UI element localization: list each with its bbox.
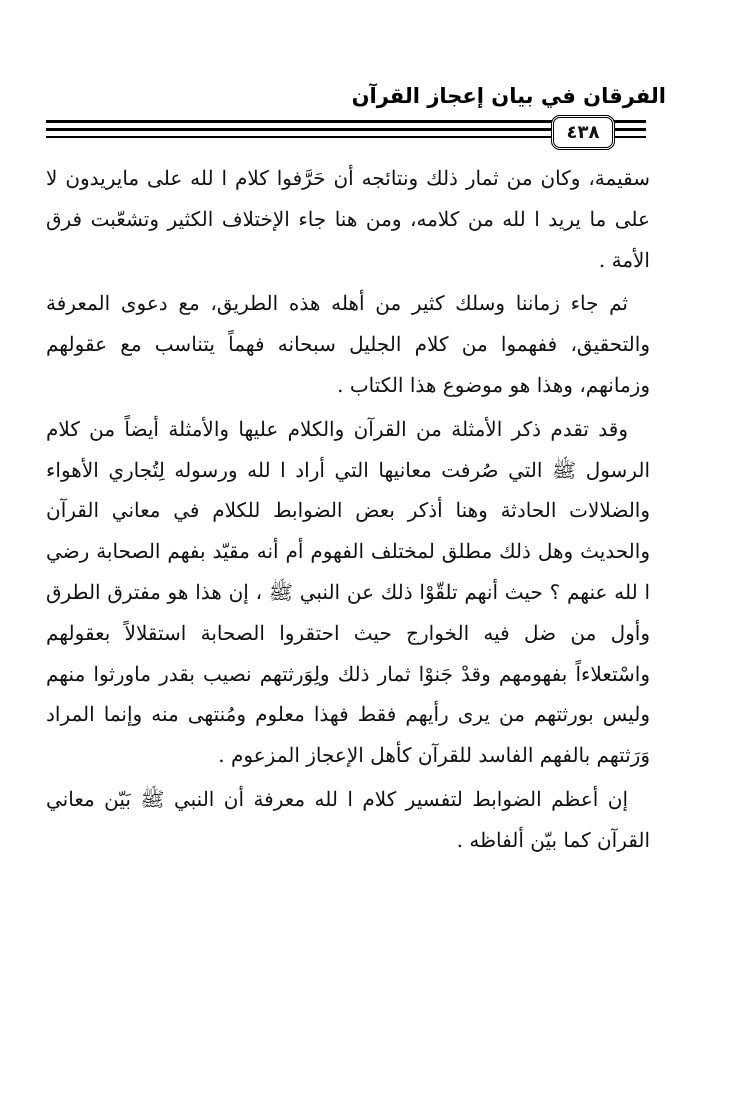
paragraph-4 — [46, 779, 650, 861]
paragraph-3 — [46, 409, 650, 776]
paragraph-2 — [46, 283, 650, 405]
paragraph-2-text: ثم جاء زماننا وسلك كثير من أهله هذه الطريق، مع دعوى المعرفة والتحقيق، ففهموا من كلام الجليل سبحانه فهماً يتناسب مع عقولهم وزمانهم، وهذا هو موضوع هذا الكتاب . — [46, 291, 650, 397]
page-number-box — [551, 115, 615, 150]
running-header-title: الفرقان في بيان إعجاز القرآن — [351, 84, 666, 108]
paragraph-1-text: سقيمة، وكان من ثمار ذلك ونتائجه أن حَرَّفوا كلام ا لله على مايريدون لا على ما يريد ا لله من كلامه، ومن هنا جاء الإختلاف الكثير وتشعّبت فرق الأمة . — [46, 166, 650, 272]
page-number: ٤٣٨ — [566, 122, 600, 143]
paragraph-4-text: إن أعظم الضوابط لتفسير كلام ا لله معرفة أن النبي ﷺ بَيّن معاني القرآن كما بيّن ألفاظه . — [46, 786, 650, 852]
page-body — [46, 158, 650, 864]
paragraph-3-text: وقد تقدم ذكر الأمثلة من القرآن والكلام عليها والأمثلة أيضاً من كلام الرسول ﷺ التي صُرفت معانيها التي أراد ا لله ورسوله لِتُجاري الأهواء والضلالات الحادثة وهنا أذكر بعض الضوابط للكلام في معاني القرآن والحديث وهل ذلك مطلق لمختلف الفهوم أم أنه مقيّد بفهم الصحابة رضي ا لله عنهم ؟ حيث أنهم تلقّوْا ذلك عن النبي ﷺ ، إن هذا هو مفترق الطرق وأول من ضل فيه الخوارج حيث احتقروا الصحابة استقلالاً بعقولهم واسْتعلاءاً بفهومهم وقدْ جَنوْا ثمار ذلك ولِوَرثتهم نصيب بقدر ماورثوا منهم وليس بورثتهم من يرى رأيهم فقط فهذا معلوم ومُنتهى منه وإنما المراد وَرَثتهم بالفهم الفاسد للقرآن كأهل الإعجاز المزعوم . — [46, 416, 650, 768]
paragraph-1 — [46, 158, 650, 280]
